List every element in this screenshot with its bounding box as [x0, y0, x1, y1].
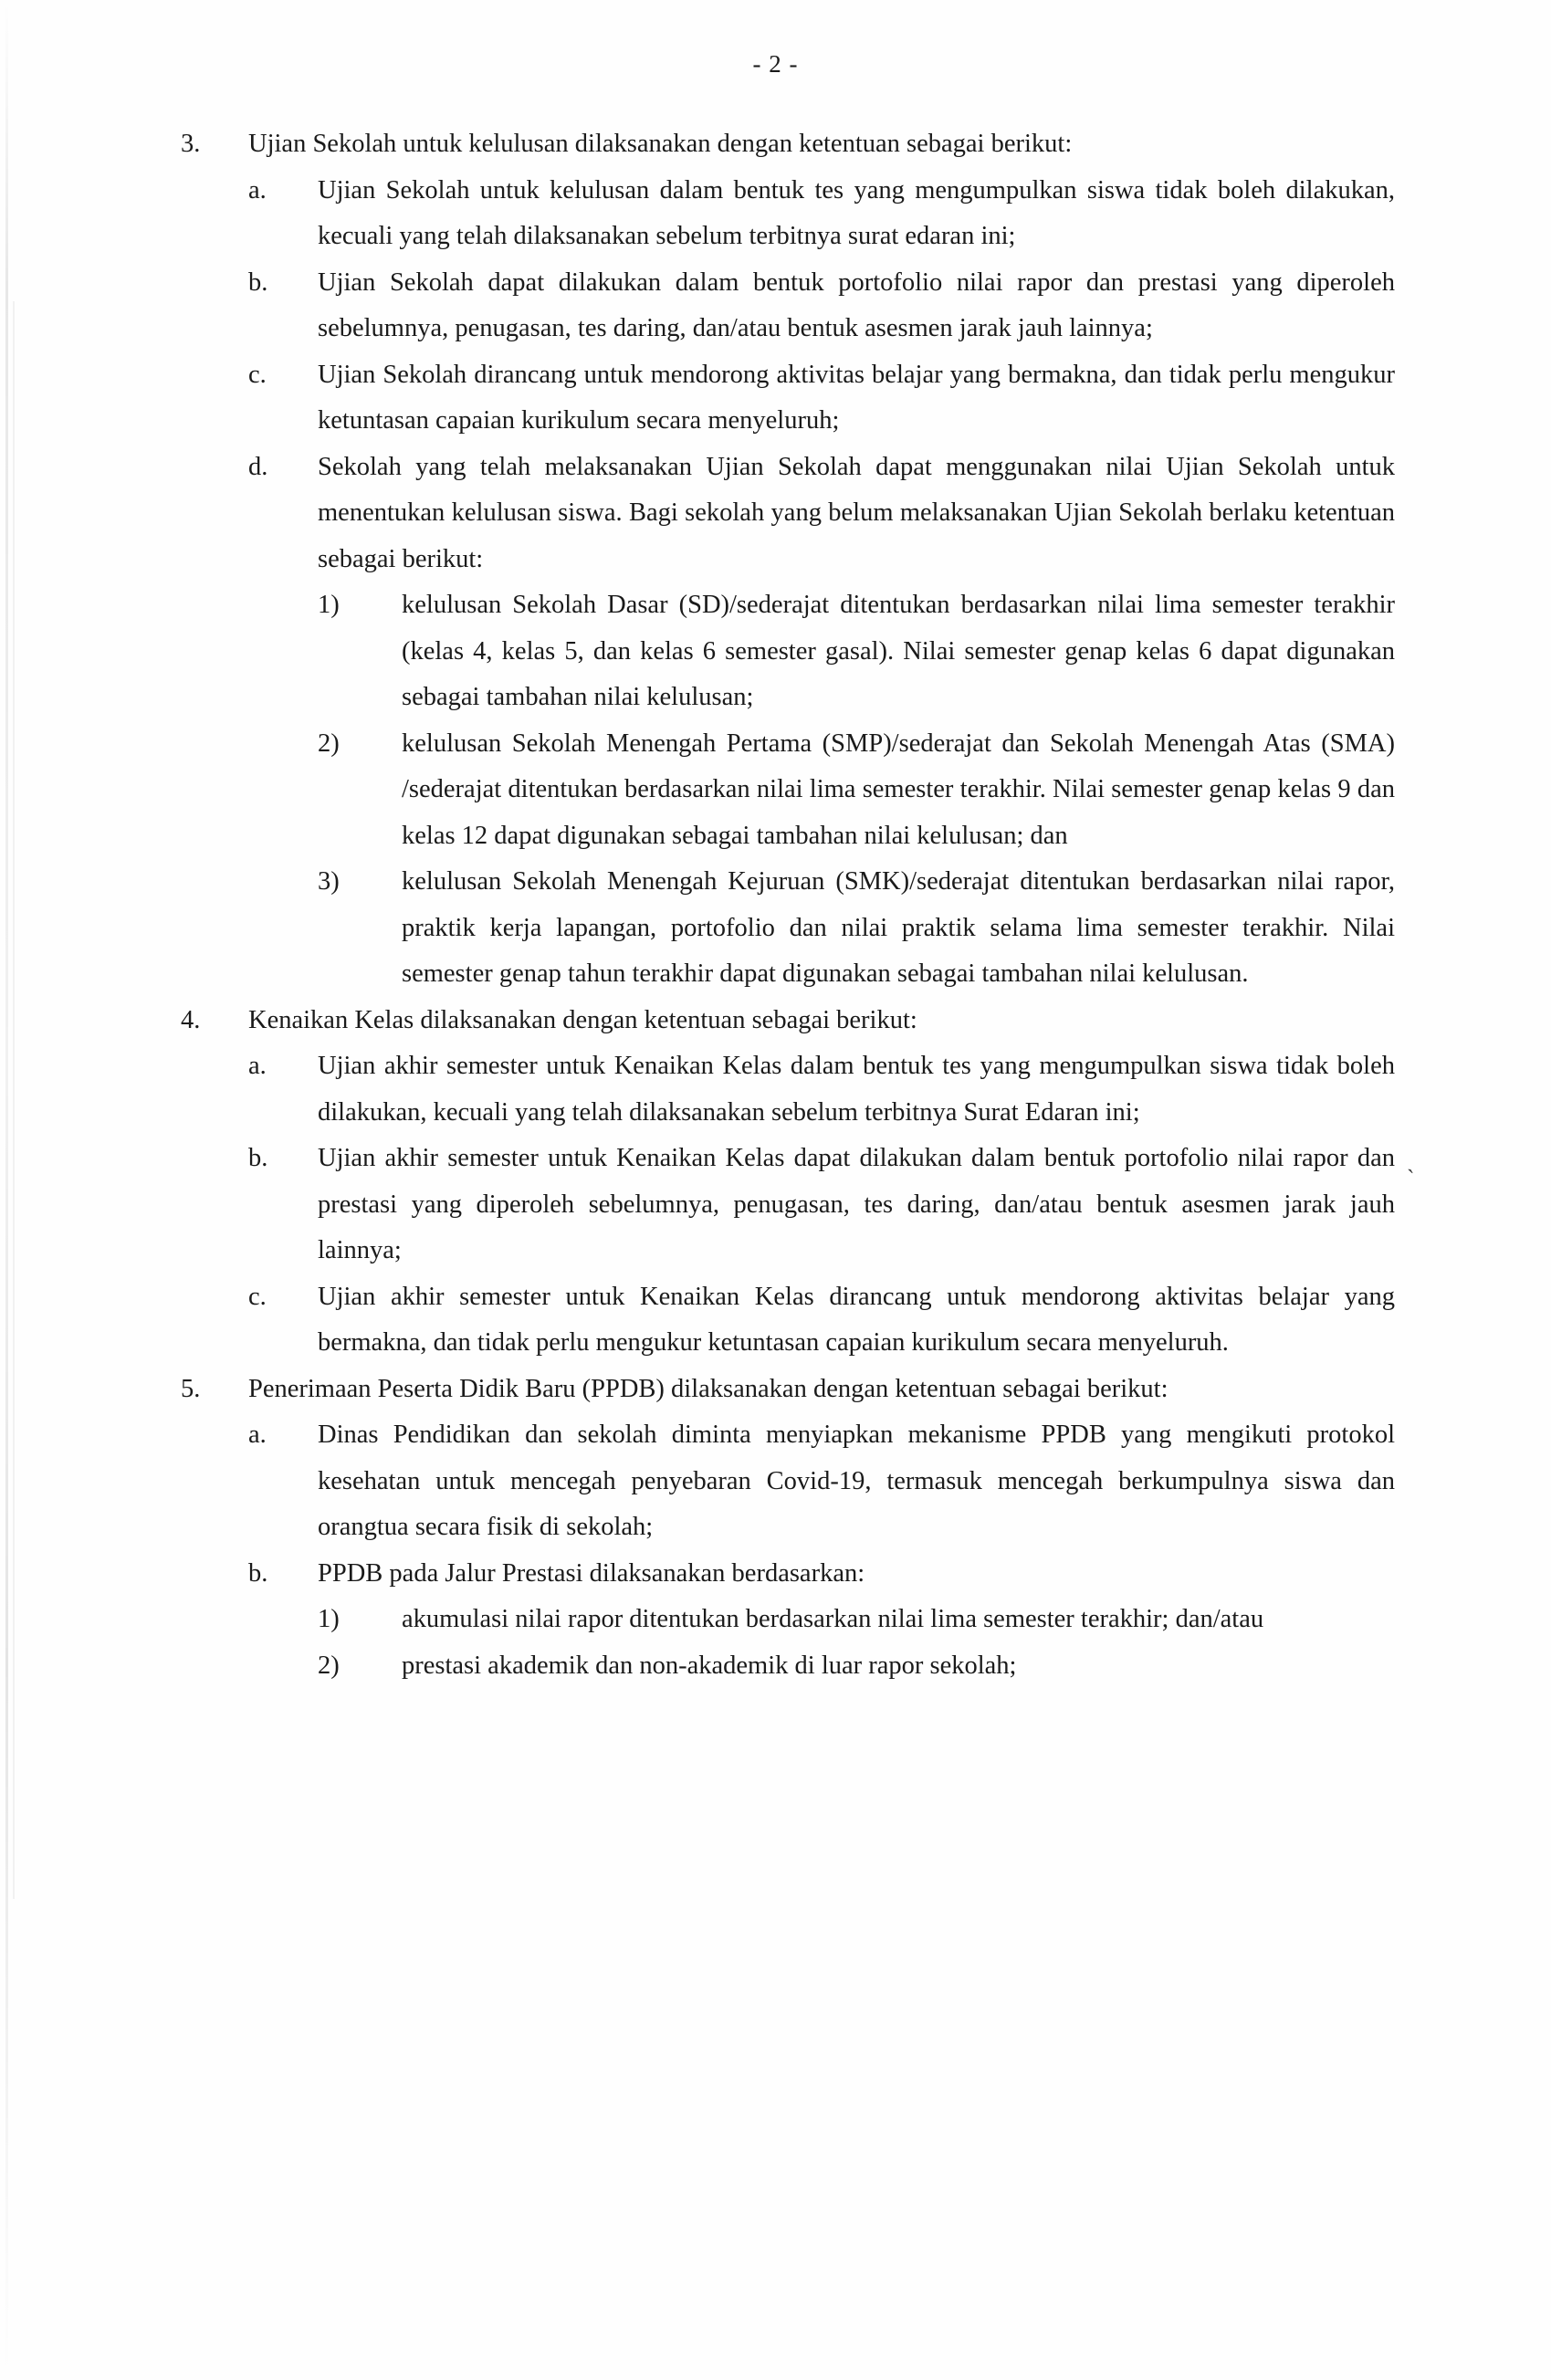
list-marker: 3.	[181, 130, 201, 158]
numbered-subitem	[318, 1643, 1395, 1690]
list-marker: c.	[248, 1282, 267, 1311]
list-marker: b.	[248, 1558, 268, 1588]
paragraph-text: akumulasi nilai rapor ditentukan berdasarkan nilai lima semester terakhir; dan/atau	[402, 1605, 1264, 1633]
paragraph-text: prestasi akademik dan non-akademik di luar rapor sekolah;	[402, 1651, 1017, 1680]
lettered-item	[248, 1136, 1395, 1274]
list-marker: a.	[248, 175, 267, 204]
page-number: - 2 -	[752, 50, 799, 78]
lettered-item-list	[248, 1412, 1395, 1689]
lettered-item-list	[248, 1043, 1395, 1367]
list-marker: d.	[248, 452, 268, 481]
numbered-subitem	[318, 859, 1395, 998]
section-item	[181, 998, 1395, 1367]
lettered-item	[248, 1274, 1395, 1367]
lettered-item	[248, 260, 1395, 352]
numbered-subitem-list	[318, 582, 1395, 998]
paragraph-text: kelulusan Sekolah Dasar (SD)/sederajat ditentukan berdasarkan nilai lima semester terakhir (kelas 4, kelas 5, dan kelas 6 semester gasal). Nilai semester genap kelas 6 dapat digunakan sebagai tambahan nilai kelulusan;	[402, 591, 1395, 711]
list-marker: b.	[248, 1144, 268, 1172]
paragraph-text: Ujian akhir semester untuk Kenaikan Kelas dapat dilakukan dalam bentuk portofolio nilai rapor dan prestasi yang diperoleh sebelumnya, penugasan, tes daring, dan/atau bentuk asesmen jarak jauh lainnya;	[318, 1144, 1395, 1264]
lettered-item	[248, 168, 1395, 260]
paragraph-text: PPDB pada Jalur Prestasi dilaksanakan berdasarkan:	[318, 1558, 865, 1588]
paragraph-text: Ujian Sekolah untuk kelulusan dalam bentuk tes yang mengumpulkan siswa tidak boleh dilakukan, kecuali yang telah dilaksanakan sebelum terbitnya surat edaran ini;	[318, 175, 1395, 250]
lettered-item	[248, 445, 1395, 998]
section-item	[181, 1367, 1395, 1690]
document-body	[181, 121, 1395, 1689]
paragraph-text: Ujian akhir semester untuk Kenaikan Kelas dalam bentuk tes yang mengumpulkan siswa tidak boleh dilakukan, kecuali yang telah dilaksanakan sebelum terbitnya Surat Edaran ini;	[318, 1052, 1395, 1127]
scan-speck-artifact: `	[1404, 1164, 1416, 1192]
paragraph-text: Kenaikan Kelas dilaksanakan dengan ketentuan sebagai berikut:	[248, 1005, 917, 1034]
paragraph-text: Ujian Sekolah untuk kelulusan dilaksanakan dengan ketentuan sebagai berikut:	[248, 130, 1073, 158]
list-marker: a.	[248, 1052, 267, 1080]
list-marker: a.	[248, 1421, 267, 1449]
paragraph-text: Ujian Sekolah dapat dilakukan dalam bentuk portofolio nilai rapor dan prestasi yang diperoleh sebelumnya, penugasan, tes daring, dan/atau bentuk asesmen jarak jauh lainnya;	[318, 267, 1395, 342]
lettered-item-list	[248, 168, 1395, 998]
paragraph-text: Sekolah yang telah melaksanakan Ujian Sekolah dapat menggunakan nilai Ujian Sekolah untuk menentukan kelulusan siswa. Bagi sekolah yang belum melaksanakan Ujian Sekolah berlaku ketentuan sebagai berikut:	[318, 452, 1395, 573]
list-marker: 2)	[318, 729, 340, 758]
paragraph-text: kelulusan Sekolah Menengah Pertama (SMP)/sederajat dan Sekolah Menengah Atas (SMA) /sederajat ditentukan berdasarkan nilai lima semester terakhir. Nilai semester genap kelas 9 dan kelas 12 dapat digunakan sebagai tambahan nilai kelulusan; dan	[402, 729, 1395, 850]
list-marker: 5.	[181, 1374, 201, 1403]
numbered-section-list	[181, 121, 1395, 1689]
paragraph-text: Dinas Pendidikan dan sekolah diminta menyiapkan mekanisme PPDB yang mengikuti protokol kesehatan untuk mencegah penyebaran Covid-19, termasuk mencegah berkumpulnya siswa dan orangtua secara fisik di sekolah;	[318, 1421, 1395, 1541]
scan-artifact-left	[5, 0, 8, 2380]
list-marker: 3)	[318, 867, 340, 896]
list-marker: c.	[248, 360, 267, 389]
lettered-item	[248, 352, 1395, 445]
list-marker: 1)	[318, 1605, 340, 1633]
lettered-item	[248, 1551, 1395, 1690]
paragraph-text: Ujian akhir semester untuk Kenaikan Kelas dirancang untuk mendorong aktivitas belajar yang bermakna, dan tidak perlu mengukur ketuntasan capaian kurikulum secara menyeluruh.	[318, 1282, 1395, 1357]
numbered-subitem	[318, 1597, 1395, 1643]
paragraph-text: kelulusan Sekolah Menengah Kejuruan (SMK)/sederajat ditentukan berdasarkan nilai rapor, praktik kerja lapangan, portofolio dan nilai praktik selama lima semester terakhir. Nilai semester genap tahun terakhir dapat digunakan sebagai tambahan nilai kelulusan.	[402, 867, 1395, 988]
scan-artifact-left-secondary	[13, 301, 15, 1899]
list-marker: 4.	[181, 1005, 201, 1034]
list-marker: 1)	[318, 591, 340, 619]
section-item	[181, 121, 1395, 998]
numbered-subitem-list	[318, 1597, 1395, 1689]
list-marker: b.	[248, 267, 268, 297]
numbered-subitem	[318, 721, 1395, 860]
paragraph-text: Penerimaan Peserta Didik Baru (PPDB) dilaksanakan dengan ketentuan sebagai berikut:	[248, 1374, 1168, 1403]
lettered-item	[248, 1043, 1395, 1136]
paragraph-text: Ujian Sekolah dirancang untuk mendorong aktivitas belajar yang bermakna, dan tidak perlu mengukur ketuntasan capaian kurikulum secara menyeluruh;	[318, 360, 1395, 435]
list-marker: 2)	[318, 1651, 340, 1680]
lettered-item	[248, 1412, 1395, 1551]
numbered-subitem	[318, 582, 1395, 721]
